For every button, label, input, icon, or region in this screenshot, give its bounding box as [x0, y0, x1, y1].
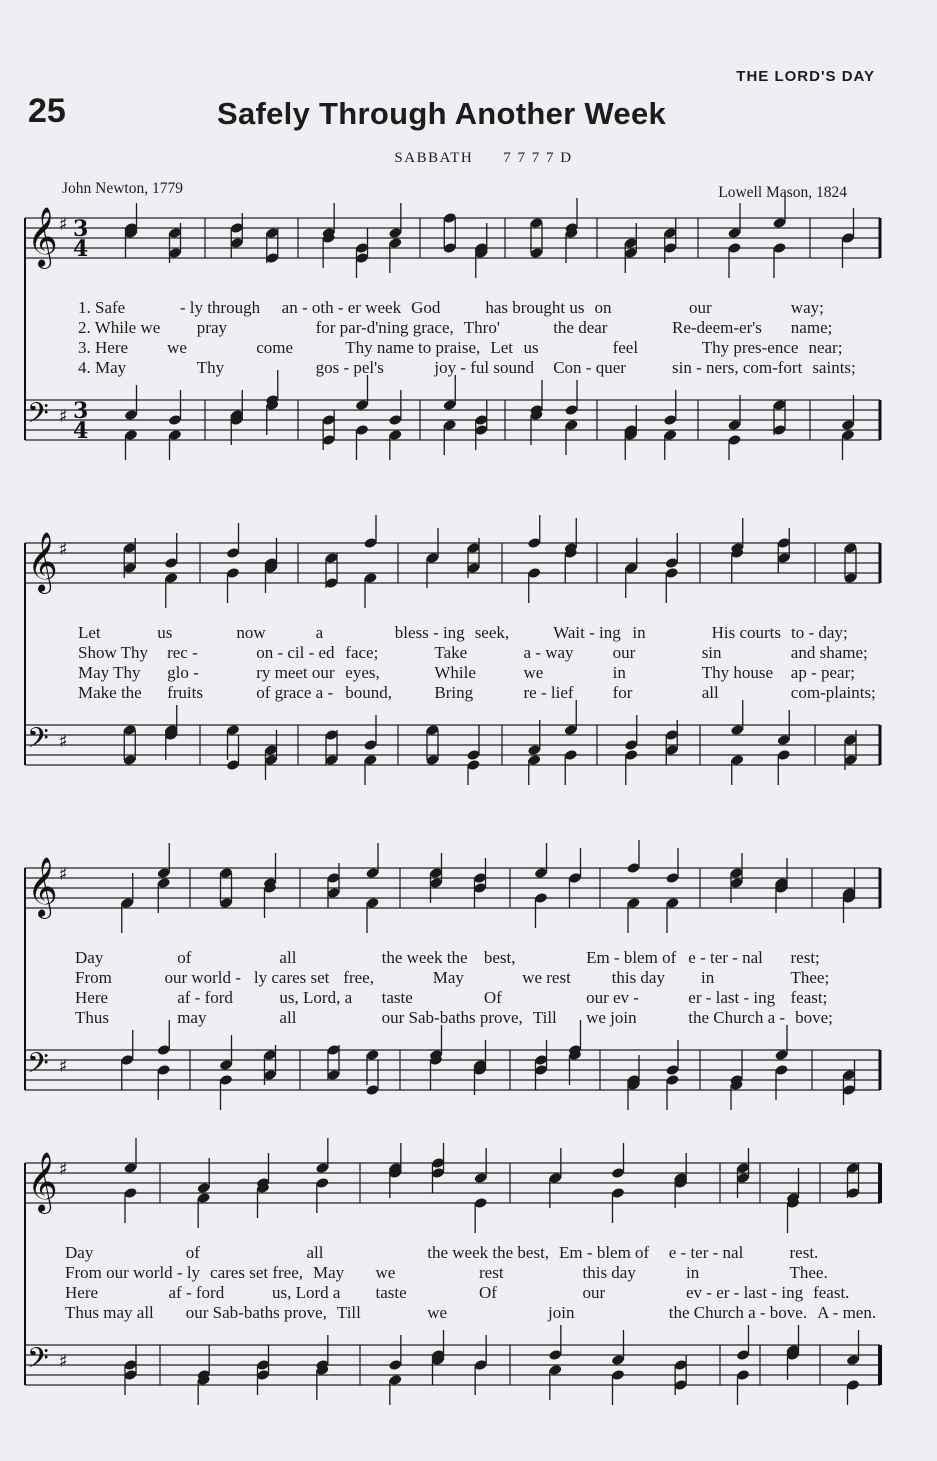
- key-signature-sharp: ♯: [59, 1159, 68, 1180]
- lyric-word: to - day;: [791, 623, 848, 642]
- lyric-word: this day: [611, 968, 665, 987]
- note-head: [365, 843, 379, 879]
- note-head: [624, 749, 638, 785]
- note-head: [772, 242, 786, 278]
- note-head: [730, 700, 744, 736]
- note-head: [842, 887, 856, 923]
- lyric-word: us: [157, 623, 173, 642]
- note-head: [663, 390, 677, 426]
- lyric-word: His courts: [711, 623, 782, 642]
- note-head: [124, 385, 138, 421]
- note-head: [564, 419, 578, 455]
- lyric-word: Of: [483, 988, 502, 1007]
- lyric-word: sin: [701, 643, 722, 662]
- lyric-word: ev - er - last - ing: [686, 1283, 804, 1302]
- lyric-word: Of: [479, 1283, 497, 1302]
- note-head: [611, 1143, 625, 1179]
- note-head: [123, 1138, 137, 1174]
- bass-clef-icon: 𝄢: [27, 397, 49, 437]
- note-head: [665, 1074, 679, 1110]
- lyric-word: glo -: [167, 663, 199, 682]
- lyric-word: A - men.: [817, 1303, 877, 1322]
- note-head: [727, 242, 741, 278]
- lyric-word: sin - ners, com-fort: [672, 358, 803, 377]
- lyric-word: the week the: [381, 948, 468, 967]
- note-head: [474, 242, 488, 278]
- note-head: [665, 533, 679, 569]
- note-head: [157, 1064, 171, 1100]
- note-head: [263, 882, 277, 918]
- lyric-word: we join: [586, 1008, 637, 1027]
- treble-clef-icon: 𝄞: [27, 1152, 58, 1212]
- note-head: [388, 1335, 402, 1371]
- note-head: [564, 547, 578, 583]
- lyric-word: From: [75, 968, 112, 987]
- note-head: [665, 567, 679, 603]
- note-head: [841, 429, 855, 460]
- lyric-word: our ev -: [586, 988, 639, 1007]
- note-head: [474, 1148, 488, 1184]
- note-head: [611, 1187, 625, 1223]
- lyric-word: best,: [483, 948, 516, 967]
- lyric-word: for par-d'ning grace,: [315, 318, 454, 337]
- note-head: [529, 380, 543, 416]
- note-head: [564, 198, 578, 234]
- note-head: [564, 700, 578, 736]
- key-signature-sharp: ♯: [59, 731, 68, 752]
- note-head: [527, 567, 541, 603]
- key-signature-sharp: ♯: [59, 864, 68, 885]
- lyric-word: bound,: [345, 683, 393, 702]
- lyric-word: on: [594, 298, 612, 317]
- note-head: [164, 533, 178, 569]
- lyric-word: Bring: [434, 683, 474, 702]
- lyric-word: in: [701, 968, 715, 987]
- note-head: [665, 897, 679, 933]
- note-head: [564, 380, 578, 416]
- note-head: [197, 1374, 211, 1405]
- note-head: [663, 429, 677, 460]
- note-head: [548, 1325, 562, 1361]
- note-head: [363, 754, 377, 785]
- lyric-word: Con - quer: [553, 358, 626, 377]
- note-head: [568, 872, 582, 908]
- note-head: [219, 1035, 233, 1071]
- note-head: [226, 523, 240, 559]
- author-credit: John Newton, 1779: [62, 180, 183, 197]
- lyric-word: in: [612, 663, 626, 682]
- note-head: [727, 434, 741, 460]
- lyric-word: the dear: [553, 318, 608, 337]
- note-head: [548, 1364, 562, 1400]
- lyric-word: our: [582, 1283, 606, 1302]
- lyric-word: 3. Here: [78, 338, 129, 357]
- note-head: [315, 1364, 329, 1400]
- note-head: [388, 1374, 402, 1405]
- lyric-word: way;: [790, 298, 824, 317]
- note-head: [431, 1349, 445, 1385]
- lyric-word: er - last - ing: [688, 988, 776, 1007]
- note-head: [363, 515, 377, 549]
- note-head: [846, 1330, 860, 1366]
- note-head: [315, 1335, 329, 1371]
- key-signature-sharp: ♯: [59, 539, 68, 560]
- note-head: [256, 1153, 270, 1189]
- lyric-word: May: [313, 1263, 345, 1282]
- note-head: [322, 203, 336, 239]
- lyric-word: feel: [612, 338, 639, 357]
- note-head: [774, 1025, 788, 1061]
- lyric-word: cares set free,: [210, 1263, 304, 1282]
- note-head: [626, 1074, 640, 1110]
- tune-name: SABBATH: [394, 150, 474, 166]
- lyric-word: join: [548, 1303, 575, 1322]
- lyric-word: we: [523, 663, 544, 682]
- lyric-word: rest;: [790, 948, 820, 967]
- lyric-word: gos - pel's: [315, 358, 384, 377]
- note-head: [729, 1079, 743, 1110]
- note-head: [466, 725, 480, 761]
- lyric-word: Re-deem-er's: [672, 318, 762, 337]
- note-head: [226, 567, 240, 603]
- lyric-word: Here: [75, 988, 109, 1007]
- note-head: [219, 1074, 233, 1110]
- note-head: [665, 1040, 679, 1076]
- lyric-word: of: [185, 1243, 200, 1262]
- lyric-word: Em - blem of: [559, 1243, 650, 1262]
- lyric-word: eyes,: [345, 663, 380, 682]
- lyric-word: of: [177, 948, 192, 967]
- note-head: [363, 572, 377, 608]
- lyric-word: Thy house: [701, 663, 773, 682]
- note-head: [527, 515, 541, 549]
- lyric-word: ry meet our: [256, 663, 335, 682]
- lyric-word: all: [306, 1243, 324, 1262]
- lyric-word: the Church a -: [688, 1008, 786, 1027]
- lyric-word: Thee;: [790, 968, 830, 987]
- lyric-word: pray: [196, 318, 228, 337]
- note-head: [443, 419, 457, 455]
- lyric-word: our world -: [164, 968, 241, 987]
- lyric-word: May Thy: [78, 663, 141, 682]
- note-head: [265, 370, 279, 406]
- lyric-word: our Sab-baths prove,: [381, 1008, 523, 1027]
- lyric-word: com-plaints;: [790, 683, 876, 702]
- note-head: [564, 518, 578, 554]
- note-head: [120, 1054, 134, 1090]
- lyric-word: us, Lord a: [272, 1283, 341, 1302]
- note-head: [315, 1177, 329, 1213]
- lyric-word: in: [686, 1263, 700, 1282]
- lyric-word: has brought us: [485, 298, 585, 317]
- lyric-word: and shame;: [790, 643, 868, 662]
- treble-clef-icon: 𝄞: [27, 857, 58, 917]
- time-signature-top: 3: [73, 398, 89, 424]
- lyric-word: Till: [336, 1303, 361, 1322]
- lyric-word: af - ford: [168, 1283, 225, 1302]
- note-head: [123, 1187, 137, 1223]
- note-head: [388, 237, 402, 273]
- note-head: [730, 518, 744, 554]
- note-head: [120, 897, 134, 933]
- lyric-word: While: [434, 663, 476, 682]
- treble-clef-icon: 𝄞: [27, 532, 58, 592]
- lyric-word: rest: [479, 1263, 504, 1282]
- lyric-word: Take: [434, 643, 468, 662]
- lyric-word: Make the: [78, 683, 142, 702]
- note-head: [315, 1138, 329, 1174]
- lyric-word: Till: [532, 1008, 557, 1027]
- time-signature-bottom: 4: [73, 236, 89, 262]
- note-head: [157, 1020, 171, 1056]
- note-head: [568, 1020, 582, 1056]
- lyric-word: af - ford: [177, 988, 233, 1007]
- note-head: [429, 1054, 443, 1090]
- lyric-word: feast.: [813, 1283, 850, 1302]
- lyric-word: all: [701, 683, 719, 702]
- lyric-word: May: [432, 968, 464, 987]
- key-signature-sharp: ♯: [59, 406, 68, 427]
- lyric-word: God: [411, 298, 441, 317]
- composer-credit: Lowell Mason, 1824: [718, 184, 847, 201]
- hymn-title: Safely Through Another Week: [217, 96, 667, 131]
- note-head: [466, 759, 480, 785]
- lyric-word: Thro': [463, 318, 500, 337]
- lyric-word: Day: [65, 1243, 94, 1262]
- lyric-word: seek,: [474, 623, 510, 642]
- hymn-number: 25: [28, 92, 66, 130]
- note-head: [256, 1182, 270, 1218]
- lyric-word: Day: [75, 948, 104, 967]
- lyric-word: free,: [343, 968, 374, 987]
- key-signature-sharp: ♯: [59, 214, 68, 235]
- note-head: [168, 429, 182, 460]
- note-head: [157, 843, 171, 879]
- note-head: [474, 1197, 488, 1233]
- lyric-word: ap - pear;: [790, 663, 855, 682]
- lyric-word: we: [167, 338, 187, 357]
- note-head: [443, 375, 457, 411]
- lyric-word: all: [279, 1008, 297, 1027]
- lyric-word: Let: [78, 623, 101, 642]
- lyric-word: ly cares set: [253, 968, 330, 987]
- lyric-word: fruits: [167, 683, 203, 702]
- note-head: [197, 1345, 211, 1381]
- lyric-word: we: [427, 1303, 448, 1322]
- lyric-word: our Sab-baths prove,: [185, 1303, 327, 1322]
- lyric-word: our: [612, 643, 636, 662]
- note-head: [624, 562, 638, 598]
- note-head: [624, 424, 638, 460]
- lyric-word: Thy pres-ence: [701, 338, 799, 357]
- lyric-word: now: [236, 623, 266, 642]
- lyric-word: on - cil - ed: [256, 643, 335, 662]
- treble-clef-icon: 𝄞: [27, 207, 58, 267]
- note-head: [388, 429, 402, 460]
- lyric-word: a: [315, 623, 324, 642]
- note-head: [624, 715, 638, 751]
- note-head: [736, 1369, 750, 1405]
- note-head: [527, 754, 541, 785]
- lyric-word: the Church a - bove.: [668, 1303, 808, 1322]
- lyric-word: taste: [375, 1283, 407, 1302]
- note-head: [736, 1325, 750, 1361]
- note-head: [786, 1197, 800, 1233]
- note-head: [777, 749, 791, 785]
- lyric-word: this day: [582, 1263, 636, 1282]
- lyric-word: feast;: [790, 988, 828, 1007]
- note-head: [124, 222, 138, 258]
- note-head: [729, 1050, 743, 1086]
- meter: 7 7 7 7 D: [503, 150, 573, 166]
- lyric-word: Show Thy: [78, 643, 149, 662]
- lyric-word: Thee.: [789, 1263, 828, 1282]
- note-head: [534, 892, 548, 928]
- lyric-word: come: [256, 338, 294, 357]
- lyric-word: Let: [490, 338, 513, 357]
- tune-meter: [0, 150, 937, 167]
- note-head: [197, 1192, 211, 1228]
- lyric-word: face;: [345, 643, 379, 662]
- lyric-word: rest.: [789, 1243, 819, 1262]
- lyric-word: e - ter - nal: [668, 1243, 744, 1262]
- lyric-word: 4. May: [78, 358, 127, 377]
- lyric-word: us: [523, 338, 539, 357]
- lyric-word: bove;: [795, 1008, 833, 1027]
- lyric-word: name;: [790, 318, 833, 337]
- lyric-word: we: [375, 1263, 396, 1282]
- lyric-word: Here: [65, 1283, 99, 1302]
- lyric-word: Thus: [75, 1008, 109, 1027]
- bass-clef-icon: 𝄢: [27, 722, 49, 762]
- lyric-word: 1. Safe: [78, 298, 126, 317]
- lyric-word: we rest: [522, 968, 571, 987]
- note-head: [322, 232, 336, 268]
- note-head: [626, 840, 640, 874]
- lyric-word: for: [612, 683, 633, 702]
- lyric-word: bless - ing: [394, 623, 465, 642]
- key-signature-sharp: ♯: [59, 1351, 68, 1372]
- lyric-word: near;: [808, 338, 843, 357]
- section-heading: THE LORD'S DAY: [736, 68, 875, 85]
- note-head: [534, 843, 548, 879]
- note-head: [264, 557, 278, 593]
- lyric-word: an - oth - er week: [281, 298, 402, 317]
- note-head: [611, 1369, 625, 1405]
- lyric-word: may: [177, 1008, 207, 1027]
- note-head: [841, 232, 855, 268]
- lyric-word: Thus may all: [65, 1303, 154, 1322]
- note-head: [365, 897, 379, 933]
- note-head: [611, 1330, 625, 1366]
- lyric-word: Thy name to praise,: [345, 338, 481, 357]
- lyric-word: taste: [381, 988, 413, 1007]
- note-head: [388, 390, 402, 426]
- lyric-word: Em - blem of: [586, 948, 677, 967]
- note-head: [168, 390, 182, 426]
- time-signature-top: 3: [73, 216, 89, 242]
- note-head: [474, 1359, 488, 1395]
- lyric-word: the week the best,: [427, 1243, 550, 1262]
- bass-clef-icon: 𝄢: [27, 1342, 49, 1382]
- note-head: [263, 853, 277, 889]
- lyric-word: - ly through: [179, 298, 261, 317]
- lyric-word: e - ter - nal: [688, 948, 763, 967]
- lyric-word: Thy: [196, 358, 225, 377]
- lyric-word: saints;: [812, 358, 856, 377]
- time-signature-bottom: 4: [73, 418, 89, 444]
- lyric-word: From our world - ly: [65, 1263, 201, 1282]
- lyric-word: us, Lord, a: [279, 988, 353, 1007]
- lyric-word: a - way: [523, 643, 574, 662]
- note-head: [355, 375, 369, 411]
- bass-clef-icon: 𝄢: [27, 1047, 49, 1087]
- note-head: [626, 897, 640, 933]
- note-head: [730, 547, 744, 583]
- lyric-word: in: [632, 623, 646, 642]
- lyric-word: 2. While we: [78, 318, 161, 337]
- note-head: [124, 429, 138, 460]
- lyric-word: our: [688, 298, 712, 317]
- lyric-word: rec -: [167, 643, 198, 662]
- key-signature-sharp: ♯: [59, 1056, 68, 1077]
- note-head: [774, 1064, 788, 1100]
- note-head: [777, 710, 791, 746]
- lyric-word: re - lief: [523, 683, 574, 702]
- note-head: [665, 848, 679, 884]
- note-head: [429, 1025, 443, 1061]
- note-head: [164, 572, 178, 608]
- note-head: [363, 715, 377, 751]
- lyric-word: of grace a -: [256, 683, 334, 702]
- note-head: [727, 203, 741, 239]
- note-head: [355, 424, 369, 460]
- note-head: [564, 749, 578, 785]
- lyric-word: Wait - ing: [553, 623, 621, 642]
- note-head: [772, 193, 786, 229]
- lyric-word: joy - ful sound: [434, 358, 535, 377]
- note-head: [388, 203, 402, 239]
- note-head: [846, 1379, 860, 1405]
- lyric-word: all: [279, 948, 297, 967]
- note-head: [730, 754, 744, 785]
